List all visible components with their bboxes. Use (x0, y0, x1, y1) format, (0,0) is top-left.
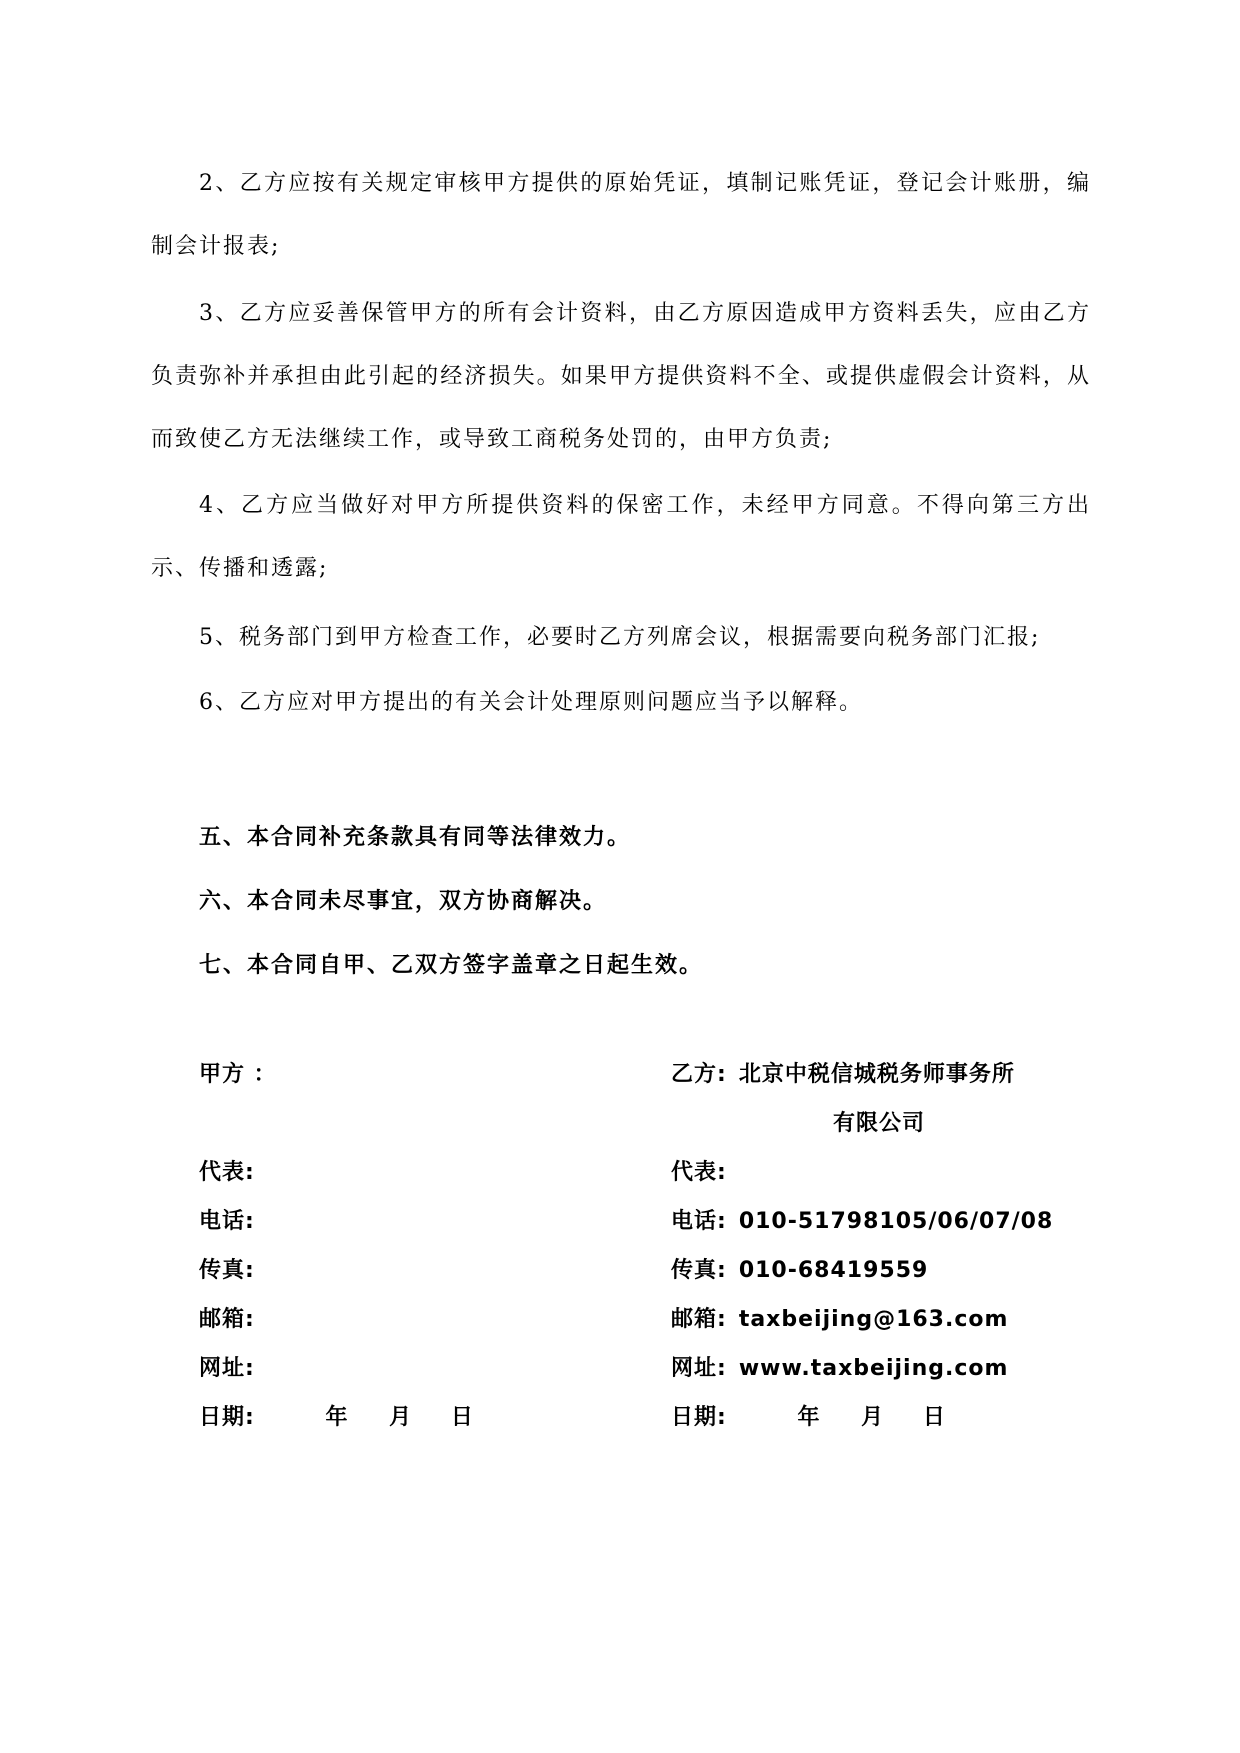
party-b-phone-value: 010-51798105/06/07/08 (738, 1209, 1054, 1234)
party-b-rep: 代表: (671, 1160, 727, 1185)
party-b-fax-value: 010-68419559 (738, 1258, 929, 1283)
clause-4: 4、乙方应当做好对甲方所提供资料的保密工作，未经甲方同意。不得向第三方出示、传播和透露; (151, 493, 1091, 581)
party-b-label-row (671, 1057, 1015, 1088)
clause-6: 6、乙方应对甲方提出的有关会计处理原则问题应当予以解释。 (199, 690, 863, 715)
party-a-web: 网址: (199, 1356, 255, 1381)
party-b-date (671, 1400, 946, 1431)
party-a-email: 邮箱: (199, 1307, 255, 1332)
party-a-date (199, 1400, 474, 1431)
party-a-rep: 代表: (199, 1160, 255, 1185)
party-b-phone-row (671, 1204, 1053, 1235)
party-a-year: 年 (325, 1405, 349, 1430)
clause-3: 3、乙方应妥善保管甲方的所有会计资料，由乙方原因造成甲方资料丢失，应由乙方负责弥补并承担由此引起的经济损失。如果甲方提供资料不全、或提供虚假会计资料，从而致使乙方无法继续工作，或导致工商税务处罚的，由甲方负责; (151, 301, 1091, 452)
clause-5: 5、税务部门到甲方检查工作，必要时乙方列席会议，根据需要向税务部门汇报; (199, 625, 1041, 650)
party-b-day: 日 (922, 1405, 946, 1430)
party-a-month: 月 (389, 1405, 413, 1430)
article-5: 五、本合同补充条款具有同等法律效力。 (199, 825, 632, 850)
party-b-name-line1: 北京中税信城税务师事务所 (738, 1062, 1015, 1087)
party-a-phone: 电话: (199, 1209, 255, 1234)
party-a-date-label: 日期: (199, 1405, 255, 1430)
party-b-name-line2: 有限公司 (833, 1111, 926, 1136)
party-b-phone-label: 电话: (671, 1209, 727, 1234)
party-b-year: 年 (797, 1405, 821, 1430)
party-b-web-value: www.taxbeijing.com (738, 1356, 1009, 1381)
article-7: 七、本合同自甲、乙双方签字盖章之日起生效。 (199, 953, 704, 978)
party-a-day: 日 (450, 1405, 474, 1430)
party-b-web-label: 网址: (671, 1356, 727, 1381)
party-b-label: 乙方: (671, 1062, 727, 1087)
party-b-month: 月 (861, 1405, 885, 1430)
party-b-email-row (671, 1302, 1008, 1333)
party-b-date-label: 日期: (671, 1405, 727, 1430)
party-b-email-label: 邮箱: (671, 1307, 727, 1332)
party-a-label: 甲方 ： (199, 1062, 277, 1087)
party-a-fax: 传真: (199, 1258, 255, 1283)
party-b-fax-row (671, 1253, 928, 1284)
article-6: 六、本合同未尽事宜，双方协商解决。 (199, 889, 608, 914)
clause-2: 2、乙方应按有关规定审核甲方提供的原始凭证，填制记账凭证，登记会计账册，编制会计报表; (151, 171, 1091, 259)
party-b-fax-label: 传真: (671, 1258, 727, 1283)
party-b-email-value: taxbeijing@163.com (738, 1307, 1009, 1332)
party-b-web-row (671, 1351, 1008, 1382)
